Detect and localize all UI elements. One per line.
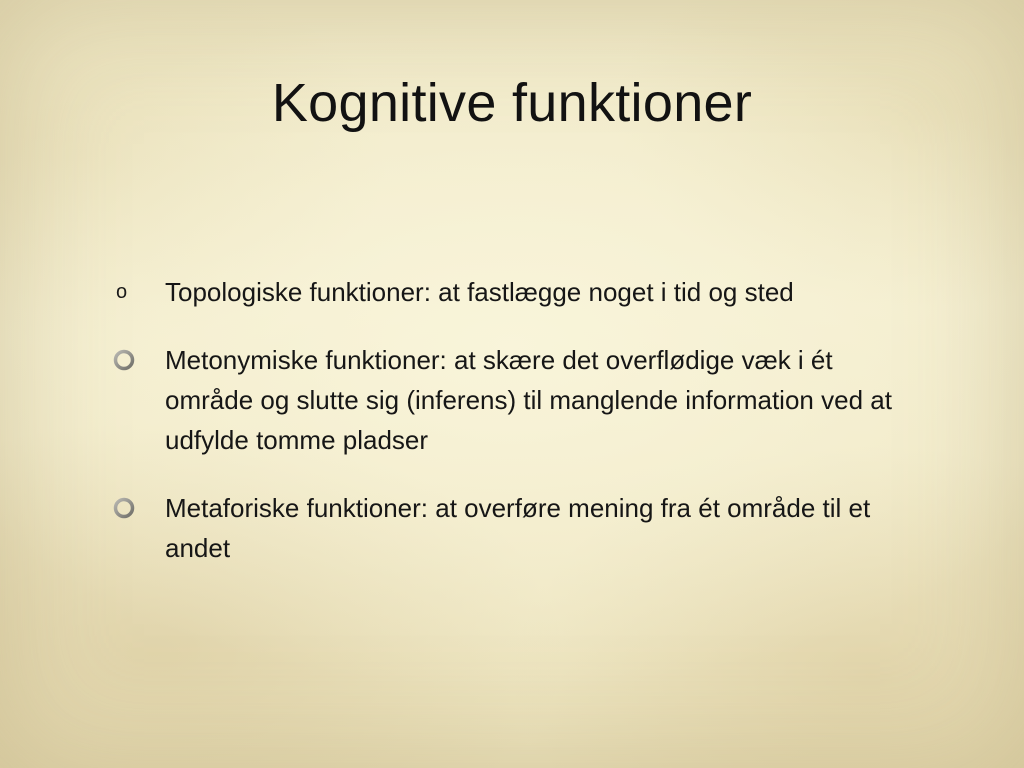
bullet-text: Metonymiske funktioner: at skære det overflødige væk i ét område og slutte sig (inferens) til manglende information ved at udfylde tomme pladser: [165, 345, 892, 455]
bullet-item-topologiske: [112, 272, 912, 312]
bullet-item-metaforiske: [112, 488, 912, 568]
bullet-text: Metaforiske funktioner: at overføre mening fra ét område til et andet: [165, 493, 871, 563]
ring-bullet-icon: [112, 488, 138, 528]
slide-title: Kognitive funktioner: [271, 73, 753, 133]
bullet-item-metonymiske: [112, 340, 912, 460]
ring-bullet-icon: [112, 340, 138, 380]
bullet-text: Topologiske funktioner: at fastlægge noget i tid og sted: [165, 277, 794, 307]
bullet-list: [112, 272, 912, 596]
letter-o-bullet-icon: o: [116, 281, 128, 303]
